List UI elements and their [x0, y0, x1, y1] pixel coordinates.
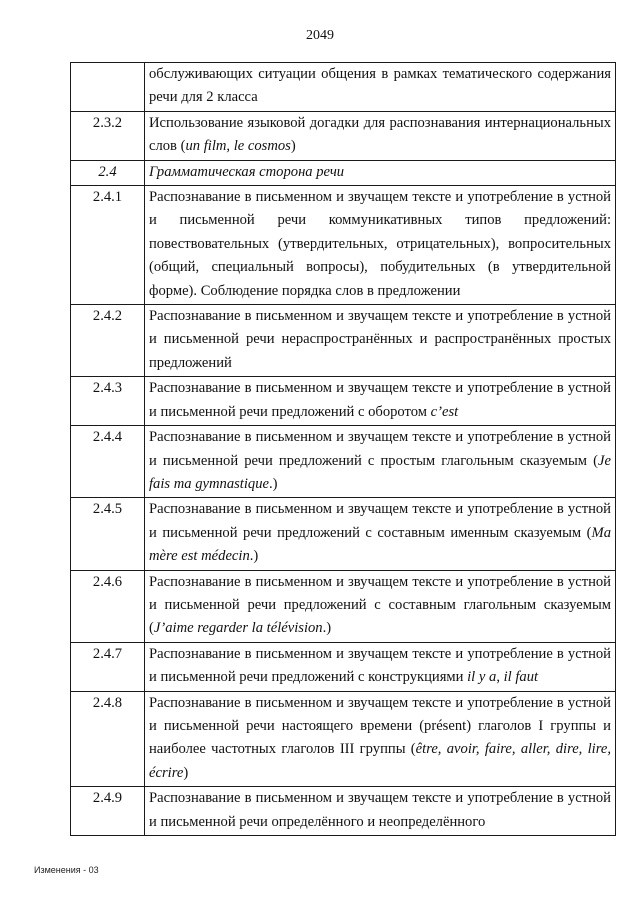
description-text: Распознавание в письменном и звучащем тексте и употребление в устной и письменной речи предложений с составным именным сказуемым ( [149, 501, 611, 541]
row-description [145, 377, 616, 426]
description-text: .) [322, 620, 332, 637]
row-number: 2.4.7 [71, 642, 145, 691]
table-row [71, 498, 616, 570]
row-description [145, 111, 616, 160]
table-row [71, 570, 616, 642]
table-row [71, 305, 616, 377]
footer-revision: Изменения - 03 [34, 865, 99, 875]
example-text: J’aime regarder la télévision [153, 620, 323, 637]
description-text: Распознавание в письменном и звучащем тексте и употребление в устной и письменной речи определённого и неопределённого [149, 790, 611, 830]
curriculum-table [70, 62, 616, 836]
description-text: Распознавание в письменном и звучащем тексте и употребление в устной и письменной речи настоящего времени (présent) глаголов I группы и наиболее частотных глаголов III группы ( [149, 694, 611, 758]
description-text: Использование языковой догадки для распознавания интернациональных слов ( [149, 114, 611, 155]
description-text: ) [183, 764, 189, 781]
table-row [71, 63, 616, 112]
table-row [71, 186, 616, 305]
table-row [71, 377, 616, 426]
table-row [71, 426, 616, 498]
row-number: 2.3.2 [71, 111, 145, 160]
row-number: 2.4.8 [71, 691, 145, 787]
description-text: .) [269, 475, 278, 492]
table-row [71, 787, 616, 836]
example-text: être, avoir, faire, aller, dire, lire, écrire [149, 741, 611, 781]
row-description [145, 426, 616, 498]
example-text: Je fais ma gymnastique [149, 452, 611, 492]
row-number: 2.4.5 [71, 498, 145, 570]
example-text: Ma mère est médecin [149, 524, 611, 565]
row-description [145, 570, 616, 642]
description-text: .) [249, 548, 259, 565]
table-row [71, 160, 616, 185]
row-description [145, 305, 616, 377]
row-number [71, 63, 145, 112]
description-text: Распознавание в письменном и звучащем тексте и употребление в устной и письменной речи предложений с конструкциями [149, 645, 611, 686]
page-number: 2049 [306, 28, 334, 43]
example-text: il y a [467, 669, 497, 686]
description-text: Распознавание в письменном и звучащем тексте и употребление в устной и письменной речи нераспространённых и распространённых простых предложений [149, 308, 611, 371]
row-number: 2.4.2 [71, 305, 145, 377]
row-description [145, 498, 616, 570]
row-number: 2.4.4 [71, 426, 145, 498]
description-text: , [496, 669, 504, 686]
example-text: c’est [430, 403, 459, 420]
row-description [145, 691, 616, 787]
description-text: Распознавание в письменном и звучащем тексте и употребление в устной и письменной речи предложений с оборотом [149, 380, 611, 420]
table-body [71, 63, 616, 836]
table-row [71, 691, 616, 787]
description-text: Распознавание в письменном и звучащем тексте и употребление в устной и письменной речи предложений с простым глагольным сказуемым ( [149, 429, 611, 469]
row-description [145, 63, 616, 112]
row-number: 2.4.1 [71, 186, 145, 305]
description-text: Распознавание в письменном и звучащем тексте и употребление в устной и письменной речи предложений с составным глагольным сказуемым ( [149, 573, 611, 637]
row-number: 2.4.6 [71, 570, 145, 642]
description-text: Распознавание в письменном и звучащем тексте и употребление в устной и письменной речи коммуникативных типов предложений: повествовательных (утвердительных, отрицательных), вопросительных (общий, специальный вопросы), побудительных (в утвердительной форме). Соблюдение порядка слов в предложении [149, 189, 611, 299]
row-description [145, 787, 616, 836]
row-description [145, 160, 616, 185]
example-text: un film, le cosmos [185, 138, 291, 155]
row-description [145, 642, 616, 691]
table-row [71, 111, 616, 160]
example-text: il faut [503, 669, 539, 686]
table-row [71, 642, 616, 691]
row-number: 2.4.9 [71, 787, 145, 836]
description-text: ) [290, 138, 296, 155]
row-number: 2.4.3 [71, 377, 145, 426]
description-text: Грамматическая сторона речи [149, 163, 345, 180]
row-description [145, 186, 616, 305]
description-text: обслуживающих ситуации общения в рамках тематического содержания речи для 2 класса [149, 66, 611, 106]
row-number: 2.4 [71, 160, 145, 185]
